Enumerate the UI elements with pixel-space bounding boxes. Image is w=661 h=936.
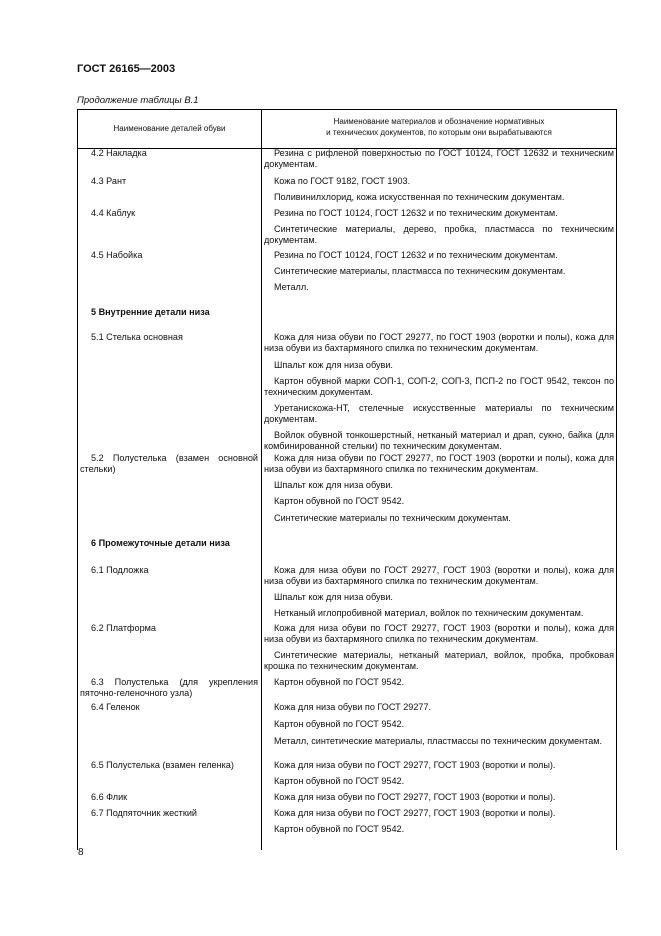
material-entry: Кожа для низа обуви по ГОСТ 29277, ГОСТ 1903 (воротки и полы), кожа для низа обуви из бахтармяного спилка по техническим документам. bbox=[264, 623, 614, 645]
material-entry: Нетканый иглопробивной материал, войлок по техническим документам. bbox=[274, 608, 584, 618]
part-name: 6.1 Подложка bbox=[91, 565, 149, 575]
part-name: 6.3 Полустелька (для укрепления пяточно-геленочного узла) bbox=[80, 677, 258, 699]
material-entry: Синтетические материалы по техническим документам. bbox=[274, 513, 511, 523]
material-entry: Кожа для низа обуви по ГОСТ 29277, ГОСТ 1903 (воротки и полы). bbox=[274, 760, 556, 770]
material-entry: Шпальт кож для низа обуви. bbox=[274, 360, 393, 370]
material-entry: Картон обувной по ГОСТ 9542. bbox=[274, 496, 405, 506]
materials-table bbox=[77, 109, 617, 850]
material-entry: Резина с рифленой поверхностью по ГОСТ 10124, ГОСТ 12632 и техническим документам. bbox=[264, 148, 614, 170]
material-entry: Резина по ГОСТ 10124, ГОСТ 12632 и по техническим документам. bbox=[274, 208, 558, 218]
part-name: 5.2 Полустелька (взамен основной стельки) bbox=[80, 453, 258, 475]
material-entry: Металл, синтетические материалы, пластмассы по техническим документам. bbox=[274, 736, 603, 746]
part-name: 5.1 Стелька основная bbox=[91, 332, 183, 342]
section-heading: 6 Промежуточные детали низа bbox=[91, 538, 230, 548]
column-header-materials bbox=[262, 116, 616, 138]
material-entry: Войлок обувной тонкошерстный, нетканый материал и драп, сукно, байка (для комбинированной стельки) по техническим документам. bbox=[264, 430, 614, 452]
material-entry: Картон обувной по ГОСТ 9542. bbox=[274, 824, 405, 834]
page-number: 8 bbox=[78, 847, 84, 858]
material-entry: Кожа для низа обуви по ГОСТ 29277, ГОСТ 1903 (воротки и полы). bbox=[274, 792, 556, 802]
part-name: 6.5 Полустелька (взамен геленка) bbox=[91, 760, 234, 770]
material-entry: Синтетические материалы, пластмасса по техническим документам. bbox=[274, 266, 566, 276]
material-entry: Картон обувной по ГОСТ 9542. bbox=[274, 677, 405, 687]
material-entry: Резина по ГОСТ 10124, ГОСТ 12632 и по техническим документам. bbox=[274, 250, 558, 260]
part-name: 4.3 Рант bbox=[91, 176, 127, 186]
part-name: 4.2 Накладка bbox=[91, 148, 147, 158]
part-name: 4.4 Каблук bbox=[91, 208, 136, 218]
material-entry: Уретанискожа-НТ, стелечные искусственные материалы по техническим документам. bbox=[264, 403, 614, 425]
column-header-materials-line2: и технических документов, по которым они вырабатываются bbox=[326, 128, 552, 137]
material-entry: Синтетические материалы, дерево, пробка, пластмасса по техническим документам. bbox=[264, 224, 614, 246]
material-entry: Картон обувной марки СОП-1, СОП-2, СОП-3, ПСП-2 по ГОСТ 9542, тексон по техническим документам. bbox=[264, 376, 614, 398]
table-continuation-caption: Продолжение таблицы В.1 bbox=[77, 95, 199, 106]
section-heading: 5 Внутренние детали низа bbox=[91, 307, 210, 317]
material-entry: Кожа для низа обуви по ГОСТ 29277, ГОСТ 1903 (воротки и полы). bbox=[274, 808, 556, 818]
material-entry: Кожа для низа обуви по ГОСТ 29277, по ГОСТ 1903 (воротки и полы), кожа для низа обуви из бахтармяного спилка по техническим документам. bbox=[264, 332, 614, 354]
material-entry: Картон обувной по ГОСТ 9542. bbox=[274, 719, 405, 729]
material-entry: Синтетические материалы, нетканый материал, войлок, пробка, пробковая крошка по техническим документам. bbox=[264, 650, 614, 672]
material-entry: Кожа для низа обуви по ГОСТ 29277, ГОСТ 1903 (воротки и полы), кожа для низа обуви из бахтармяного спилка по техническим документам. bbox=[264, 565, 614, 587]
part-name: 6.7 Подпяточник жесткий bbox=[91, 808, 197, 818]
part-name: 4.5 Набойка bbox=[91, 250, 143, 260]
document-title: ГОСТ 26165—2003 bbox=[77, 63, 176, 75]
material-entry: Кожа по ГОСТ 9182, ГОСТ 1903. bbox=[274, 176, 411, 186]
column-header-materials-line1: Наименование материалов и обозначение нормативных bbox=[333, 117, 545, 126]
material-entry: Шпальт кож для низа обуви. bbox=[274, 592, 393, 602]
column-header-part-name: Наименование деталей обуви bbox=[113, 124, 226, 133]
material-entry: Поливинилхлорид, кожа искусственная по техническим документам. bbox=[274, 192, 565, 202]
material-entry: Кожа для низа обуви по ГОСТ 29277. bbox=[274, 702, 432, 712]
material-entry: Кожа для низа обуви по ГОСТ 29277, по ГОСТ 1903 (воротки и полы), кожа для низа обуви из бахтармяного спилка по техническим документам. bbox=[264, 453, 614, 475]
part-name: 6.4 Геленок bbox=[91, 702, 140, 712]
material-entry: Картон обувной по ГОСТ 9542. bbox=[274, 776, 405, 786]
part-name: 6.6 Флик bbox=[91, 792, 128, 802]
material-entry: Металл. bbox=[274, 282, 309, 292]
part-name: 6.2 Платформа bbox=[91, 623, 156, 633]
material-entry: Шпальт кож для низа обуви. bbox=[274, 480, 393, 490]
